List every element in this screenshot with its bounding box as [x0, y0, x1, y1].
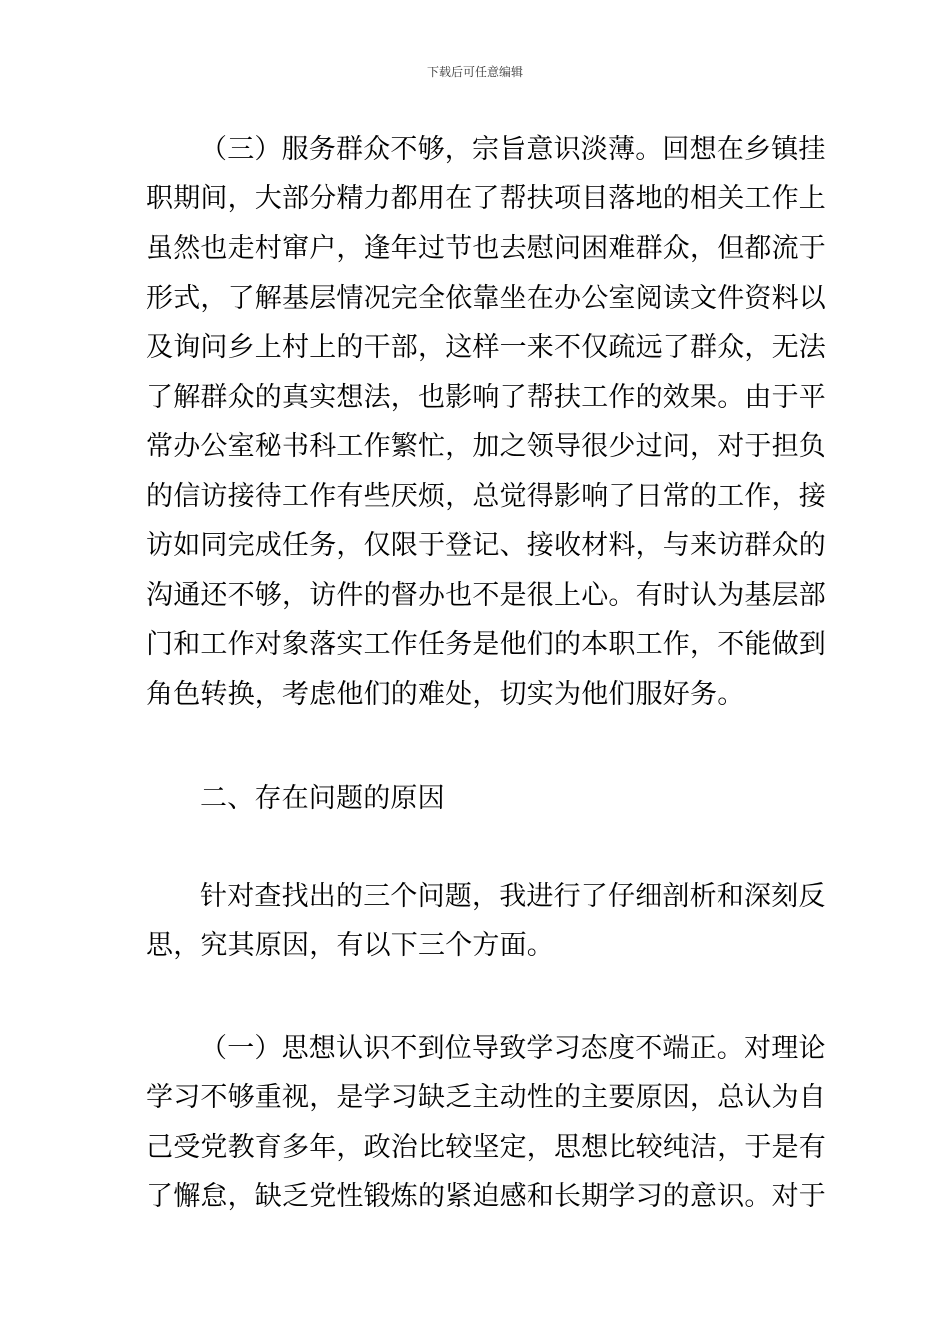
section-heading: 二、存在问题的原因 — [200, 783, 445, 814]
paragraph-line: 学习不够重视，是学习缺乏主动性的主要原因，总认为自 — [146, 1082, 826, 1113]
paragraph-line: 沟通还不够，访件的督办也不是很上心。有时认为基层部 — [146, 580, 826, 611]
paragraph-line: 访如同完成任务，仅限于登记、接收材料，与来访群众的 — [146, 530, 826, 561]
paragraph-line: 形式，了解基层情况完全依靠坐在办公室阅读文件资料以 — [146, 283, 826, 314]
paragraph-line: 及询问乡上村上的干部，这样一来不仅疏远了群众，无法 — [146, 332, 826, 363]
paragraph-line: （三）服务群众不够，宗旨意识淡薄。回想在乡镇挂 — [200, 134, 826, 165]
paragraph-line: 虽然也走村窜户，逢年过节也去慰问困难群众，但都流于 — [146, 233, 826, 264]
paragraph-line: 思，究其原因，有以下三个方面。 — [146, 930, 554, 961]
paragraph-line: 角色转换，考虑他们的难处，切实为他们服好务。 — [146, 679, 745, 710]
paragraph-line: （一）思想认识不到位导致学习态度不端正。对理论 — [200, 1033, 826, 1064]
paragraph-line: 门和工作对象落实工作任务是他们的本职工作，不能做到 — [146, 629, 826, 660]
paragraph-line: 常办公室秘书科工作繁忙，加之领导很少过问，对于担负 — [146, 431, 826, 462]
paragraph-line: 己受党教育多年，政治比较坚定，思想比较纯洁，于是有 — [146, 1132, 826, 1163]
paragraph-line: 了解群众的真实想法，也影响了帮扶工作的效果。由于平 — [146, 382, 826, 413]
paragraph-line: 职期间，大部分精力都用在了帮扶项目落地的相关工作上 — [146, 183, 826, 214]
header-note: 下载后可任意编辑 — [426, 65, 523, 79]
paragraph-line: 的信访接待工作有些厌烦，总觉得影响了日常的工作，接 — [146, 481, 826, 512]
paragraph-line: 针对查找出的三个问题，我进行了仔细剖析和深刻反 — [200, 881, 826, 912]
paragraph-line: 了懈怠，缺乏党性锻炼的紧迫感和长期学习的意识。对于 — [146, 1181, 826, 1212]
